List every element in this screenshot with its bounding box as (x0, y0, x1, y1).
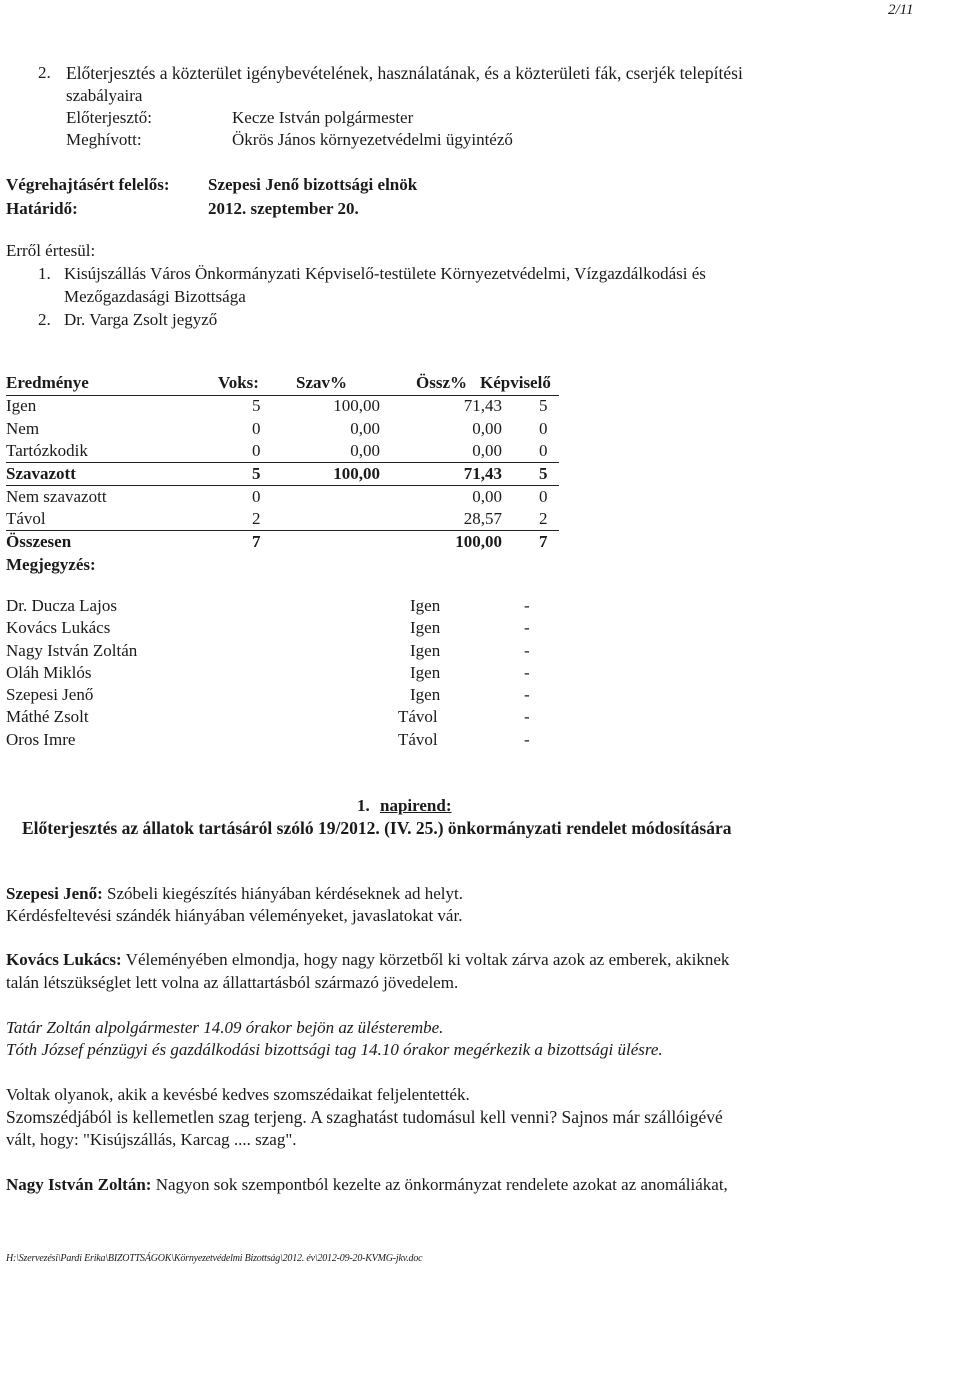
row-voks-nem: 0 (252, 419, 261, 438)
speaker-name: Kovács Lukács: (6, 950, 122, 969)
member-name: Dr. Ducza Lajos (6, 596, 117, 615)
agenda-label: napirend: (380, 796, 452, 815)
row-kep-tavol: 2 (539, 509, 548, 528)
row-kep-osszesen: 7 (539, 532, 548, 551)
speech-text: Voltak olyanok, akik a kevésbé kedves szomszédaikat feljelentették. (6, 1085, 470, 1104)
attendance-note: Tatár Zoltán alpolgármester 14.09 órakor bejön az ülésterembe. (6, 1018, 444, 1037)
row-label-szavazott: Szavazott (6, 464, 76, 483)
member-mark: - (524, 596, 530, 615)
member-vote: Távol (398, 730, 438, 749)
eloterjeszto-label: Előterjesztő: (66, 108, 152, 127)
header-eredmenye: Eredménye (6, 373, 89, 392)
paragraph-kovacs (6, 950, 729, 970)
row-voks-tartozkodik: 0 (252, 441, 261, 460)
paragraph-szepesi (6, 884, 463, 904)
attendance-note: Tóth József pénzügyi és gazdálkodási bizottsági tag 14.10 órakor megérkezik a bizottsági ülésre. (6, 1040, 663, 1059)
member-name: Oláh Miklós (6, 663, 92, 682)
header-voks: Voks: (218, 373, 259, 392)
row-ossz-nem: 0,00 (472, 419, 502, 438)
speech-text: Véleményében elmondja, hogy nagy körzetből ki voltak zárva azok az emberek, akiknek (125, 950, 730, 969)
megjegyzes-label: Megjegyzés: (6, 555, 96, 574)
notify-label: Erről értesül: (6, 241, 96, 260)
table-rule-3 (6, 530, 559, 531)
speaker-name: Nagy István Zoltán: (6, 1175, 152, 1194)
row-voks-szavazott: 5 (252, 464, 261, 483)
eloterjeszto-value: Kecze István polgármester (232, 108, 414, 127)
row-kep-nem-szavazott: 0 (539, 487, 548, 506)
row-voks-tavol: 2 (252, 509, 261, 528)
footer-file-path: H:\Szervezési\Pardi Erika\BIZOTTSÁGOK\Környezetvédelmi Bizottság\2012. év\2012-09-20-KVMG-jkv.doc (6, 1253, 423, 1264)
table-rule-1 (6, 462, 559, 463)
notify-1-line2: Mezőgazdasági Bizottsága (64, 287, 246, 306)
hatarido-label: Határidő: (6, 199, 78, 218)
row-label-tartozkodik: Tartózkodik (6, 441, 88, 460)
row-ossz-tartozkodik: 0,00 (472, 441, 502, 460)
member-mark: - (524, 685, 530, 704)
row-label-osszesen: Összesen (6, 532, 72, 551)
paragraph-nagy (6, 1175, 728, 1195)
item-title-line1: Előterjesztés a közterület igénybevételének, használatának, és a közterületi fák, cserjék telepítési (66, 63, 743, 83)
member-mark: - (524, 618, 530, 637)
header-ossz: Össz% (416, 373, 467, 392)
notify-1-line1: Kisújszállás Város Önkormányzati Képviselő-testülete Környezetvédelmi, Vízgazdálkodási és (64, 264, 706, 283)
member-vote: Igen (410, 663, 441, 682)
row-kep-szavazott: 5 (539, 464, 548, 483)
agenda-number: 1. (357, 796, 370, 815)
member-mark: - (524, 641, 530, 660)
felelos-label: Végrehajtásért felelős: (6, 175, 170, 194)
meghivott-value: Ökrös János környezetvédelmi ügyintéző (232, 130, 513, 149)
member-name: Kovács Lukács (6, 618, 111, 637)
table-rule-2 (6, 485, 559, 486)
notify-2-number: 2. (38, 310, 51, 329)
member-vote: Igen (410, 596, 441, 615)
member-mark: - (524, 730, 530, 749)
row-ossz-igen: 71,43 (463, 396, 502, 415)
row-label-nem: Nem (6, 419, 40, 438)
member-vote: Igen (410, 618, 441, 637)
speech-text: Kérdésfeltevési szándék hiányában véleményeket, javaslatokat vár. (6, 906, 463, 925)
member-vote: Távol (398, 707, 438, 726)
member-vote: Igen (410, 685, 441, 704)
speech-text: Szomszédjából is kellemetlen szag terjeng. A szaghatást tudomásul kell venni? Sajnos már szállóigévé (6, 1107, 723, 1127)
row-label-tavol: Távol (6, 509, 46, 528)
page-number: 2/11 (888, 2, 914, 18)
row-szav-tartozkodik: 0,00 (350, 441, 380, 460)
speech-text: Szóbeli kiegészítés hiányában kérdéseknek ad helyt. (107, 884, 463, 903)
agenda-title: Előterjesztés az állatok tartásáról szóló 19/2012. (IV. 25.) önkormányzati rendelet módosítására (22, 818, 732, 838)
member-mark: - (524, 707, 530, 726)
row-kep-tartozkodik: 0 (539, 441, 548, 460)
speaker-name: Szepesi Jenő: (6, 884, 103, 903)
row-voks-osszesen: 7 (252, 532, 261, 551)
row-kep-igen: 5 (539, 396, 548, 415)
item-number: 2. (38, 63, 51, 82)
row-kep-nem: 0 (539, 419, 548, 438)
row-ossz-osszesen: 100,00 (455, 532, 502, 551)
row-voks-igen: 5 (252, 396, 261, 415)
notify-1-number: 1. (38, 264, 51, 283)
row-voks-nem-szavazott: 0 (252, 487, 261, 506)
member-name: Máthé Zsolt (6, 707, 89, 726)
row-label-nem-szavazott: Nem szavazott (6, 487, 107, 506)
hatarido-value: 2012. szeptember 20. (208, 199, 359, 218)
header-kepviselo: Képviselő (480, 373, 551, 392)
speech-text: vált, hogy: "Kisújszállás, Karcag .... szag". (6, 1130, 297, 1149)
row-szav-igen: 100,00 (333, 396, 380, 415)
row-ossz-nem-szavazott: 0,00 (472, 487, 502, 506)
row-ossz-tavol: 28,57 (463, 509, 502, 528)
row-szav-szavazott: 100,00 (333, 464, 380, 483)
member-name: Nagy István Zoltán (6, 641, 138, 660)
member-name: Oros Imre (6, 730, 76, 749)
header-szav: Szav% (296, 373, 347, 392)
meghivott-label: Meghívott: (66, 130, 142, 149)
row-label-igen: Igen (6, 396, 37, 415)
speech-text: Nagyon sok szempontból kezelte az önkormányzat rendelete azokat az anomáliákat, (155, 1175, 728, 1194)
speech-text: talán létszükséglet lett volna az állattartásból származó jövedelem. (6, 973, 459, 992)
member-vote: Igen (410, 641, 441, 660)
member-name: Szepesi Jenő (6, 685, 94, 704)
row-ossz-szavazott: 71,43 (463, 464, 502, 483)
row-szav-nem: 0,00 (350, 419, 380, 438)
notify-2-text: Dr. Varga Zsolt jegyző (64, 310, 218, 329)
item-title-line2: szabályaira (66, 86, 143, 105)
member-mark: - (524, 663, 530, 682)
felelos-value: Szepesi Jenő bizottsági elnök (208, 175, 418, 194)
